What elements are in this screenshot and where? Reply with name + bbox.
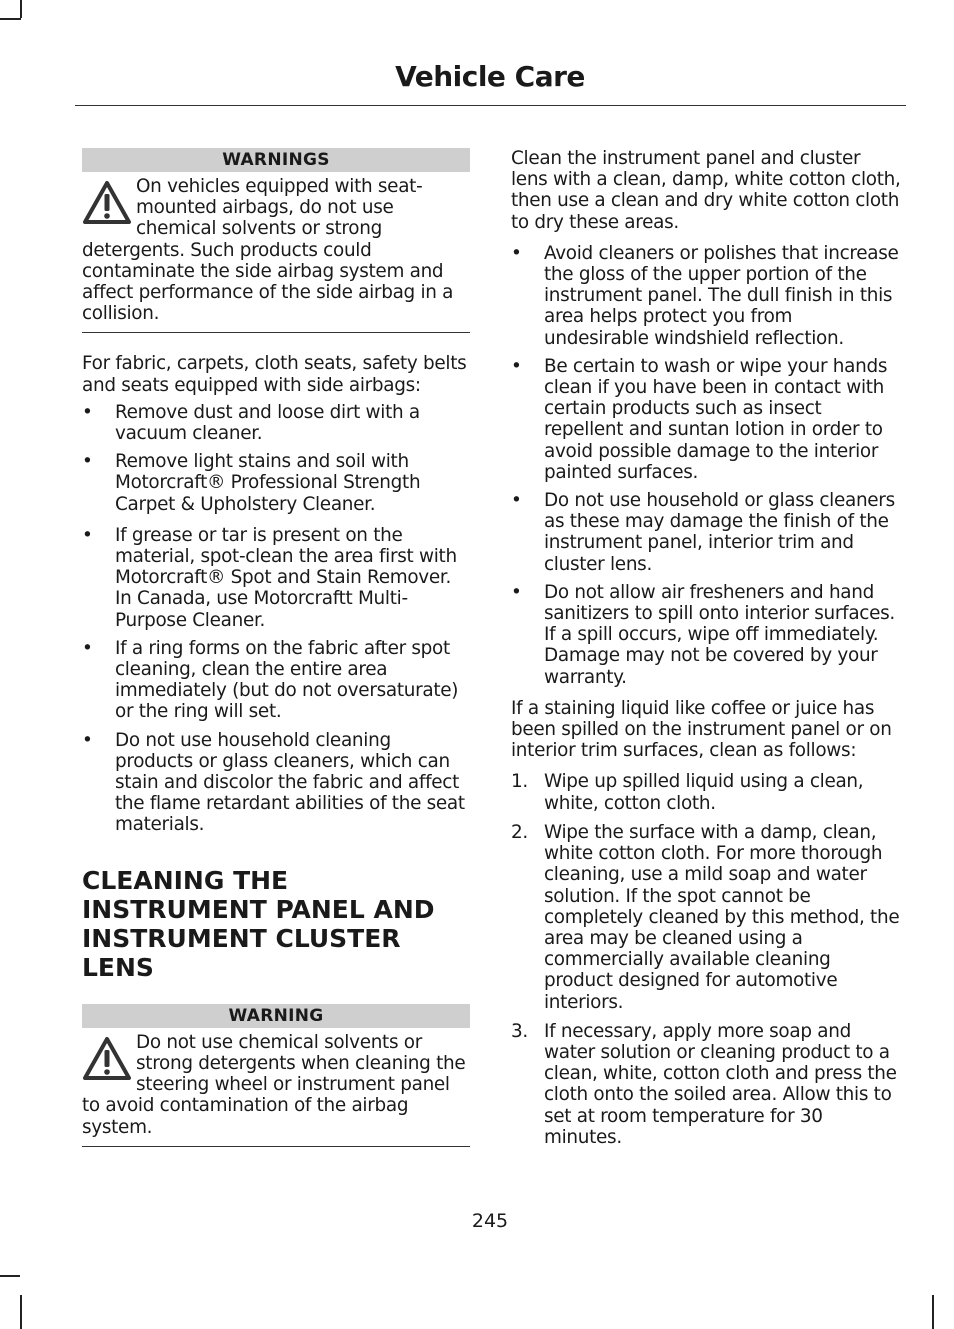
step-number: 3. — [511, 1020, 528, 1042]
header-rule — [75, 105, 906, 106]
page-title: Vehicle Care — [395, 60, 585, 93]
bullet-glyph: • — [511, 242, 522, 264]
list-item: • Remove dust and loose dirt with a vacuum cleaner. — [82, 401, 420, 445]
bullet-glyph: • — [511, 355, 522, 377]
crop-mark-bottom-left-v — [20, 1295, 22, 1329]
fabric-intro: For fabric, carpets, cloth seats, safety belts and seats equipped with side airbags: — [82, 353, 467, 396]
warnings-box — [82, 148, 470, 333]
step-number: 2. — [511, 821, 528, 843]
crop-mark-bottom-left-h — [0, 1275, 20, 1277]
list-item: 1. Wipe up spilled liquid using a clean, white, cotton cloth. — [511, 771, 864, 814]
list-item: • Do not use household cleaning products or glass cleaners, which can stain and discolor the fabric and affect the flame retardant abilities of the seat materials. — [82, 729, 465, 836]
bullet-glyph: • — [82, 524, 93, 546]
list-item: • Avoid cleaners or polishes that increase the gloss of the upper portion of the instrument panel. The dull finish in this area helps protect you from undesirable windshield reflection. — [511, 242, 899, 349]
list-item: • Be certain to wash or wipe your hands clean if you have been in contact with certain products such as insect repellent and suntan lotion in order to avoid possible damage to the interior painted surfaces. — [511, 355, 888, 483]
instrument-panel-intro: Clean the instrument panel and cluster lens with a clean, damp, white cotton cloth, then use a clean and dry white cotton cloth to dry these areas. — [511, 148, 901, 233]
bullet-glyph: • — [511, 490, 522, 512]
section-title: CLEANING THE INSTRUMENT PANEL AND INSTRUMENT CLUSTER LENS — [82, 865, 435, 982]
list-item: • If a ring forms on the fabric after spot cleaning, clean the entire area immediately (but do not oversaturate) or the ring will set. — [82, 637, 459, 723]
warnings-body — [82, 176, 470, 324]
bullet-glyph: • — [82, 637, 93, 659]
crop-mark-top-left-v — [20, 0, 22, 18]
bullet-glyph: • — [82, 729, 93, 751]
warning-box — [82, 1004, 470, 1147]
list-item: 3. If necessary, apply more soap and water solution or cleaning product to a clean, white, cotton cloth and press the cloth onto the soiled area. Allow this to set at room temperature for 30 minutes. — [511, 1020, 897, 1148]
warnings-rule — [82, 332, 470, 333]
bullet-glyph: • — [511, 581, 522, 603]
warning-text: Do not use chemical solvents or strong detergents when cleaning the steering wheel or instrument panel to avoid contamination of the airbag system. — [82, 1031, 466, 1138]
warning-triangle-icon — [82, 180, 132, 226]
bullet-glyph: • — [82, 401, 93, 423]
warning-rule — [82, 1146, 470, 1147]
warning-triangle-icon — [82, 1036, 132, 1082]
step-number: 1. — [511, 771, 528, 793]
instrument-bullet-list — [511, 243, 901, 688]
right-column — [511, 148, 901, 1148]
list-item: • Do not allow air fresheners and hand sanitizers to spill onto interior surfaces. If a spill occurs, wipe off immediately. Damage may not be covered by your warranty. — [511, 581, 895, 688]
list-item: • If grease or tar is present on the material, spot-clean the area first with Motorcraft® Spot and Stain Remover. In Canada, use Motorcraftt Multi-Purpose Cleaner. — [82, 524, 457, 631]
warning-body — [82, 1032, 470, 1138]
list-item: • Do not use household or glass cleaners as these may damage the finish of the instrument panel, interior trim and cluster lens. — [511, 490, 895, 575]
crop-mark-bottom-right-v — [932, 1295, 934, 1329]
list-item: 2. Wipe the surface with a damp, clean, white cotton cloth. For more thorough cleaning, use a mild soap and water solution. If the spot cannot be completely cleaned by this method, the area may be cleaned using a commercially available cleaning product designed for automotive interiors. — [511, 821, 900, 1013]
cleaning-steps-list — [511, 771, 901, 1147]
warning-heading: WARNING — [82, 1004, 470, 1028]
warnings-heading: WARNINGS — [82, 148, 470, 172]
staining-intro: If a staining liquid like coffee or juice has been spilled on the instrument panel or on interior trim surfaces, clean as follows: — [511, 697, 892, 762]
warnings-text: On vehicles equipped with seat-mounted airbags, do not use chemical solvents or strong detergents. Such products could contaminate the side airbag system and affect performance of the side airbag in a collision. — [82, 176, 454, 325]
crop-mark-top-left-h — [0, 18, 21, 20]
page-number: 245 — [471, 1210, 509, 1232]
list-item: • Remove light stains and soil with Motorcraft® Professional Strength Carpet & Upholstery Cleaner. — [82, 451, 421, 515]
bullet-glyph: • — [82, 451, 93, 473]
fabric-bullet-list — [82, 402, 470, 836]
left-column — [82, 148, 470, 1147]
